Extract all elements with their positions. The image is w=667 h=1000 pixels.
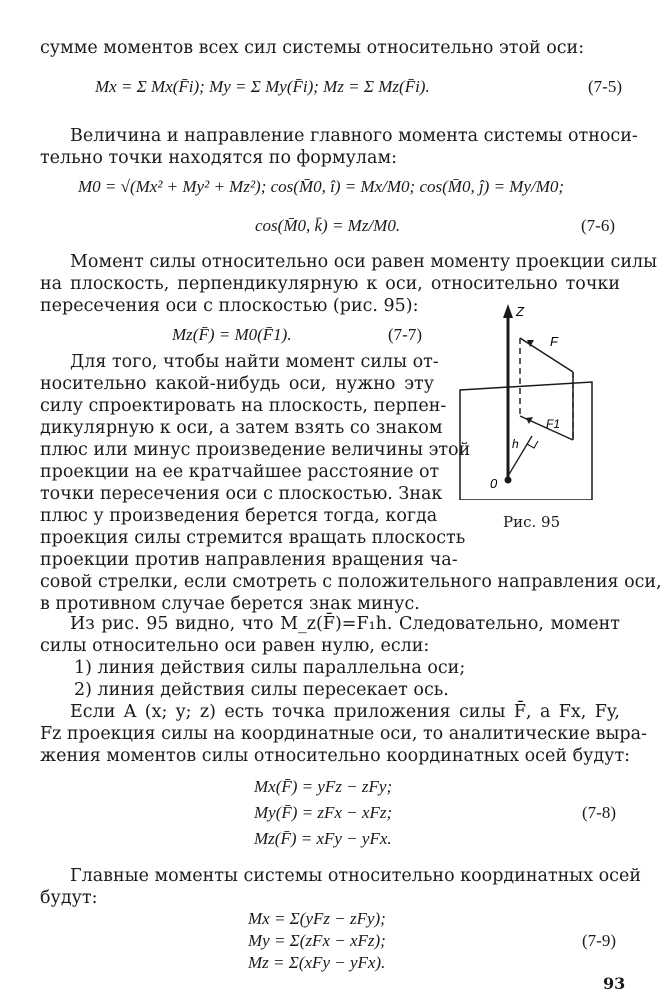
text-line: на плоскость, перпендикулярную к оси, относительно точки — [40, 274, 620, 294]
equation-7-8b: My(F̄) = zFx − xFz; — [254, 803, 393, 822]
text-line: силы относительно оси равен нулю, если: — [40, 636, 430, 656]
text-line: будут: — [40, 888, 98, 908]
equation-7-6a: M0 = √(Mx² + My² + Mz²); cos(M̄0, î) = Mx/M0; cos(M̄0, ĵ) = My/M0; — [78, 177, 565, 196]
equation-7-9c: Mz = Σ(xFy − yFx). — [248, 953, 386, 972]
text-line: носительно какой-нибудь оси, нужно эту — [40, 374, 434, 394]
equation-number: (7-7) — [388, 325, 422, 344]
projection-arrow — [526, 417, 533, 424]
text-line: силу спроектировать на плоскость, перпен- — [40, 396, 447, 416]
text-line: проекции на ее кратчайшее расстояние от — [40, 462, 440, 482]
equation-7-7: Mz(F̄) = M0(F̄1). — [172, 325, 292, 344]
text-line: сумме моментов всех сил системы относительно этой оси: — [40, 38, 585, 58]
page-number: 93 — [603, 974, 626, 993]
figure-caption: Рис. 95 — [503, 513, 561, 531]
z-axis-arrow — [503, 304, 513, 318]
text-line: пересечения оси с плоскостью (рис. 95): — [40, 296, 419, 316]
plane-shape — [460, 382, 592, 500]
equation-7-9b: My = Σ(zFx − xFz); — [248, 931, 386, 950]
text-line: плюс или минус произведение величины этой — [40, 440, 471, 460]
equation-7-8c: Mz(F̄) = xFy − yFx. — [254, 829, 392, 848]
text-line: точки пересечения оси с плоскостью. Знак — [40, 484, 443, 504]
label-f1: F1 — [546, 417, 561, 431]
text-line: проекции против направления вращения ча- — [40, 550, 458, 570]
equation-number: (7-8) — [582, 803, 616, 822]
label-h: h — [512, 437, 519, 451]
text-line: тельно точки находятся по формулам: — [40, 148, 397, 168]
label-f: F — [550, 334, 558, 349]
list-item: 2) линия действия силы пересекает ось. — [74, 680, 449, 700]
label-o: 0 — [490, 476, 498, 491]
text-line: Если A (x; y; z) есть точка приложения силы F̄, а Fx, Fy, — [70, 702, 620, 722]
text-line: Fz проекция силы на координатные оси, то аналитические выра- — [40, 724, 647, 744]
equation-7-5 — [95, 76, 575, 98]
text-line: Величина и направление главного момента системы относи- — [70, 126, 638, 146]
text-line: плюс у произведения берется тогда, когда — [40, 506, 438, 526]
text-line: Главные моменты системы относительно координатных осей — [70, 866, 641, 886]
list-item: 1) линия действия силы параллельна оси; — [74, 658, 466, 678]
text-line: проекция силы стремится вращать плоскость — [40, 528, 466, 548]
text-line: Для того, чтобы найти момент силы от- — [70, 352, 439, 372]
equation-7-8a: Mx(F̄) = yFz − zFy; — [254, 777, 393, 796]
text-line: Из рис. 95 видно, что M_z(F̄)=F₁h. Следовательно, момент — [70, 614, 620, 634]
equation-text: Mx = Σ Mx(F̄i); My = Σ My(F̄i); Mz = Σ Mz(F̄i). — [95, 77, 430, 96]
equation-7-6b: cos(M̄0, k̄) = Mz/M0. — [255, 216, 401, 235]
equation-number: (7-5) — [588, 77, 622, 96]
equation-number: (7-9) — [582, 931, 616, 950]
origin-point — [505, 477, 512, 484]
figure-95 — [446, 300, 596, 500]
text-line: Момент силы относительно оси равен моменту проекции силы — [70, 252, 658, 272]
text-line: в противном случае берется знак минус. — [40, 594, 420, 614]
label-z: Z — [516, 304, 524, 319]
equation-number: (7-6) — [581, 216, 615, 235]
text-line: жения моментов силы относительно координатных осей будут: — [40, 746, 631, 766]
equation-7-9a: Mx = Σ(yFz − zFy); — [248, 909, 386, 928]
text-line: дикулярную к оси, а затем взять со знаком — [40, 418, 443, 438]
force-vector — [520, 338, 573, 372]
text-line: совой стрелки, если смотреть с положительного направления оси, — [40, 572, 662, 592]
